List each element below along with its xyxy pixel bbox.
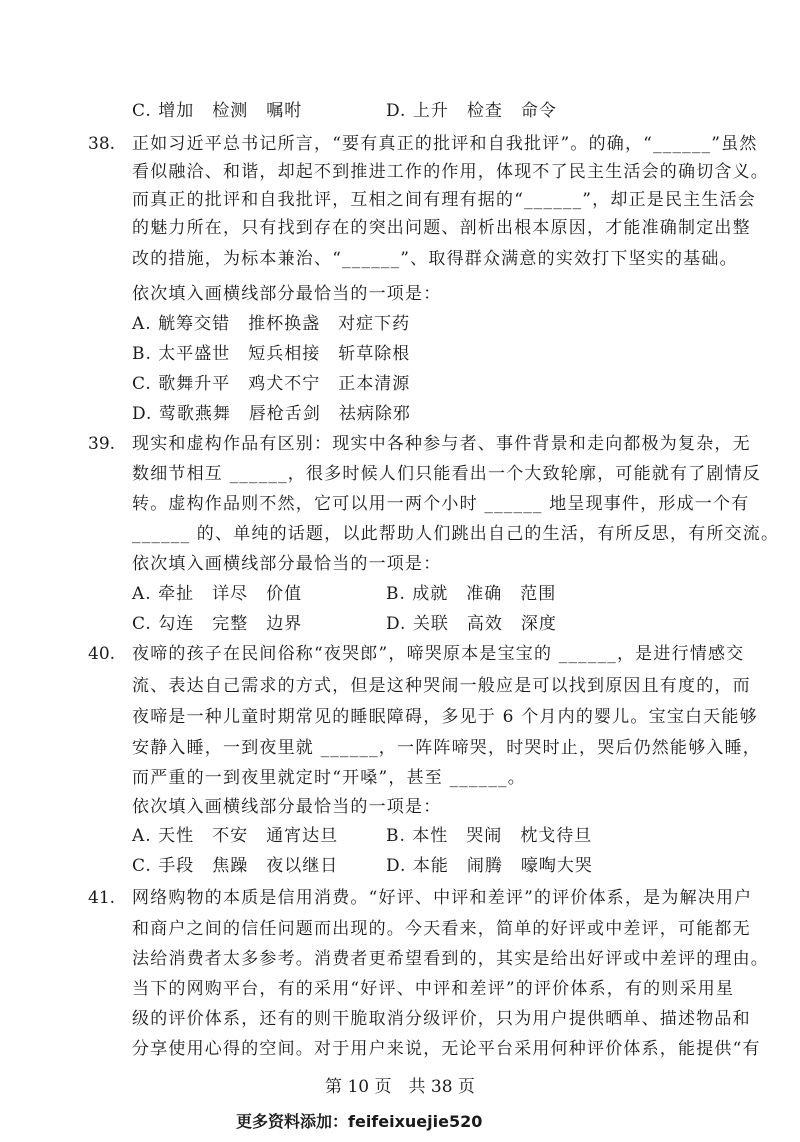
q38-line: 而真正的批评和自我批评，互相之间有理有据的“______”，却正是民主生活会 [132,190,756,210]
q41-line: 级的评价体系，还有的则干脆取消分级评价，只为用户提供晒单、描述物品和 [132,1009,751,1029]
q38-option-b: B. 太平盛世 短兵相接 斩草除根 [132,344,411,364]
q39-line: ______ 的、单纯的话题，以此帮助人们跳出自己的生活，有所反思，有所交流。 [132,524,780,544]
q40-number: 40. [88,644,116,664]
q40-line: 夜啼的孩子在民间俗称“夜哭郎”，啼哭原本是宝宝的 ______，是进行情感交 [132,644,745,664]
q39-option-c: C. 勾连 完整 边界 [132,614,303,634]
q40-option-d: D. 本能 闹腾 嚎啕大哭 [386,856,593,876]
q39-line: 现实和虚构作品有区别：现实中各种参与者、事件背景和走向都极为复杂，无 [132,434,751,454]
q40-line: 安静入睡，一到夜里就 ______，一阵阵啼哭，时哭时止，哭后仍然能够入睡， [132,738,762,758]
q41-line: 当下的网购平台，有的采用“好评、中评和差评”的评价体系，有的则采用星 [132,979,735,999]
q39-line: 转。虚构作品则不然，它可以用一两个小时 ______ 地呈现事件，形成一个有 [132,494,750,514]
q37-option-c: C. 增加 检测 嘱咐 [132,101,303,121]
more-info-note: 更多资料添加：feifeixuejie520 [236,1112,483,1131]
q39-prompt: 依次填入画横线部分最恰当的一项是： [132,554,442,574]
q37-option-d: D. 上升 检查 命令 [386,101,557,121]
q39-number: 39. [88,434,116,454]
page-footer: 第 10 页 共 38 页 [325,1077,475,1097]
q38-line: 的魅力所在，只有找到存在的突出问题、剖析出根本原因，才能准确制定出整 [132,218,751,238]
q41-line: 网络购物的本质是信用消费。“好评、中评和差评”的评价体系，是为解决用户 [132,888,753,908]
q38-line: 看似融洽、和谐，却起不到推进工作的作用，体现不了民主生活会的确切含义。 [132,162,769,182]
q38-line: 正如习近平总书记所言，“要有真正的批评和自我批评”。的确，“______”虽然 [132,134,758,154]
q40-line: 流、表达自己需求的方式，但是这种哭闹一般应是可以找到原因且有度的，而 [132,676,751,696]
q40-line: 夜啼是一种儿童时期常见的睡眠障碍，多见于 6 个月内的婴儿。宝宝白天能够 [132,707,758,727]
q38-option-d: D. 莺歌燕舞 唇枪舌剑 祛病除邪 [132,404,411,424]
q40-option-a: A. 天性 不安 通宵达旦 [132,826,339,846]
q40-option-b: B. 本性 哭闹 枕戈待旦 [386,826,593,846]
q38-prompt: 依次填入画横线部分最恰当的一项是： [132,284,442,304]
q38-option-a: A. 觥筹交错 推杯换盏 对症下药 [132,314,411,334]
q39-option-d: D. 关联 高效 深度 [386,614,557,634]
q39-line: 数细节相互 ______，很多时候人们只能看出一个大致轮廓，可能就有了剧情反 [132,464,762,484]
q38-option-c: C. 歌舞升平 鸡犬不宁 正本清源 [132,374,411,394]
q41-number: 41. [88,888,116,908]
q41-line: 法给消费者太多参考。消费者更希望看到的，其实是给出好评或中差评的理由。 [132,949,769,969]
q39-option-b: B. 成就 准确 范围 [386,584,557,604]
q38-line: 改的措施，为标本兼治、“______”、取得群众满意的实效打下坚实的基础。 [132,249,738,269]
q40-prompt: 依次填入画横线部分最恰当的一项是： [132,797,442,817]
q41-line: 和商户之间的信任问题而出现的。今天看来，简单的好评或中差评，可能都无 [132,919,751,939]
q39-option-a: A. 牵扯 详尽 价值 [132,584,303,604]
q38-number: 38. [88,134,116,154]
q41-line: 分享使用心得的空间。对于用户来说，无论平台采用何种评价体系，能提供“有 [132,1039,761,1059]
q40-line: 而严重的一到夜里就定时“开嗓”，甚至 ______。 [132,768,526,788]
q40-option-c: C. 手段 焦躁 夜以继日 [132,856,339,876]
